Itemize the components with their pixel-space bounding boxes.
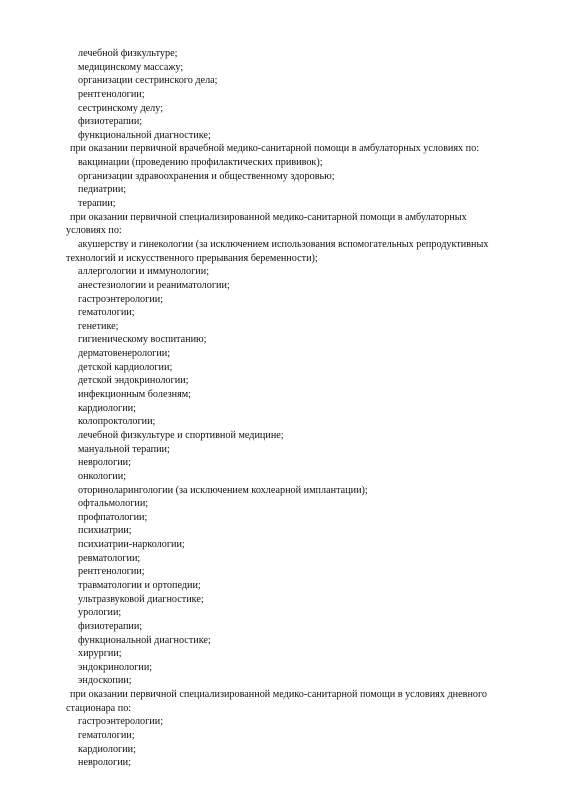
text-line: инфекционным болезням; xyxy=(78,389,192,401)
text-line: вакцинации (проведению профилактических прививок); xyxy=(78,157,323,169)
text-line: терапии; xyxy=(78,198,116,210)
text-line: гастроэнтерологии; xyxy=(78,716,164,728)
text-line: кардиологии; xyxy=(78,402,136,414)
text-line: колопроктологии; xyxy=(78,416,156,428)
text-line: рентгенологии; xyxy=(78,88,145,100)
text-line: физиотерапии; xyxy=(78,620,143,632)
text-line: генетике; xyxy=(78,320,119,332)
text-line: медицинскому массажу; xyxy=(78,61,184,73)
text-line: детской эндокринологии; xyxy=(78,375,189,387)
text-line: педиатрии; xyxy=(78,184,127,196)
text-line: онкологии; xyxy=(78,470,127,482)
text-line: ревматологии; xyxy=(78,552,141,564)
text-line: условиях по: xyxy=(66,225,122,237)
text-line: функциональной диагностике; xyxy=(78,634,211,646)
text-line: гастроэнтерологии; xyxy=(78,293,164,305)
text-line: офтальмологии; xyxy=(78,498,149,510)
text-line: детской кардиологии; xyxy=(78,361,173,373)
text-line: аллергологии и иммунологии; xyxy=(78,266,210,278)
text-line: гигиеническому воспитанию; xyxy=(78,334,207,346)
text-line: стационара по: xyxy=(66,702,132,714)
text-line: неврологии; xyxy=(78,757,131,769)
text-line: эндоскопии; xyxy=(78,675,132,687)
text-line: оториноларингологии (за исключением кохлеарной имплантации); xyxy=(78,484,368,496)
text-line: профпатологии; xyxy=(78,511,148,523)
text-line: гематологии; xyxy=(78,730,135,742)
text-line: кардиологии; xyxy=(78,743,136,755)
text-line: ультразвуковой диагностике; xyxy=(78,593,204,605)
text-line: физиотерапии; xyxy=(78,116,143,128)
text-line: организации сестринского дела; xyxy=(78,75,218,87)
text-line: при оказании первичной врачебной медико-санитарной помощи в амбулаторных условиях по: xyxy=(70,143,480,155)
text-line: психиатрии-наркологии; xyxy=(78,539,185,551)
text-line: лечебной физкультуре и спортивной медицине; xyxy=(78,429,284,441)
text-line: акушерству и гинекологии (за исключением использования вспомогательных репродуктивных xyxy=(78,238,489,250)
text-line: гематологии; xyxy=(78,307,135,319)
text-line: лечебной физкультуре; xyxy=(78,48,178,59)
text-line: эндокринологии; xyxy=(78,661,153,673)
text-line: организации здравоохранения и общественному здоровью; xyxy=(78,170,335,182)
text-line: неврологии; xyxy=(78,457,131,469)
text-line: рентгенологии; xyxy=(78,566,145,578)
text-line: дерматовенерологии; xyxy=(78,348,171,360)
text-line: анестезиологии и реаниматологии; xyxy=(78,279,230,291)
text-line: мануальной терапии; xyxy=(78,443,170,455)
text-line: сестринскому делу; xyxy=(78,102,164,114)
text-line: технологий и искусственного прерывания беременности); xyxy=(66,252,318,264)
text-line: психиатрии; xyxy=(78,525,132,537)
text-line: травматологии и ортопедии; xyxy=(78,579,201,591)
text-line: функциональной диагностике; xyxy=(78,129,211,141)
text-line: хирургии; xyxy=(78,648,122,660)
document-body xyxy=(0,47,565,770)
text-line: при оказании первичной специализированной медико-санитарной помощи в амбулаторных xyxy=(70,211,467,223)
text-line: урологии; xyxy=(78,607,122,619)
text-line: при оказании первичной специализированной медико-санитарной помощи в условиях дневного xyxy=(70,689,488,701)
